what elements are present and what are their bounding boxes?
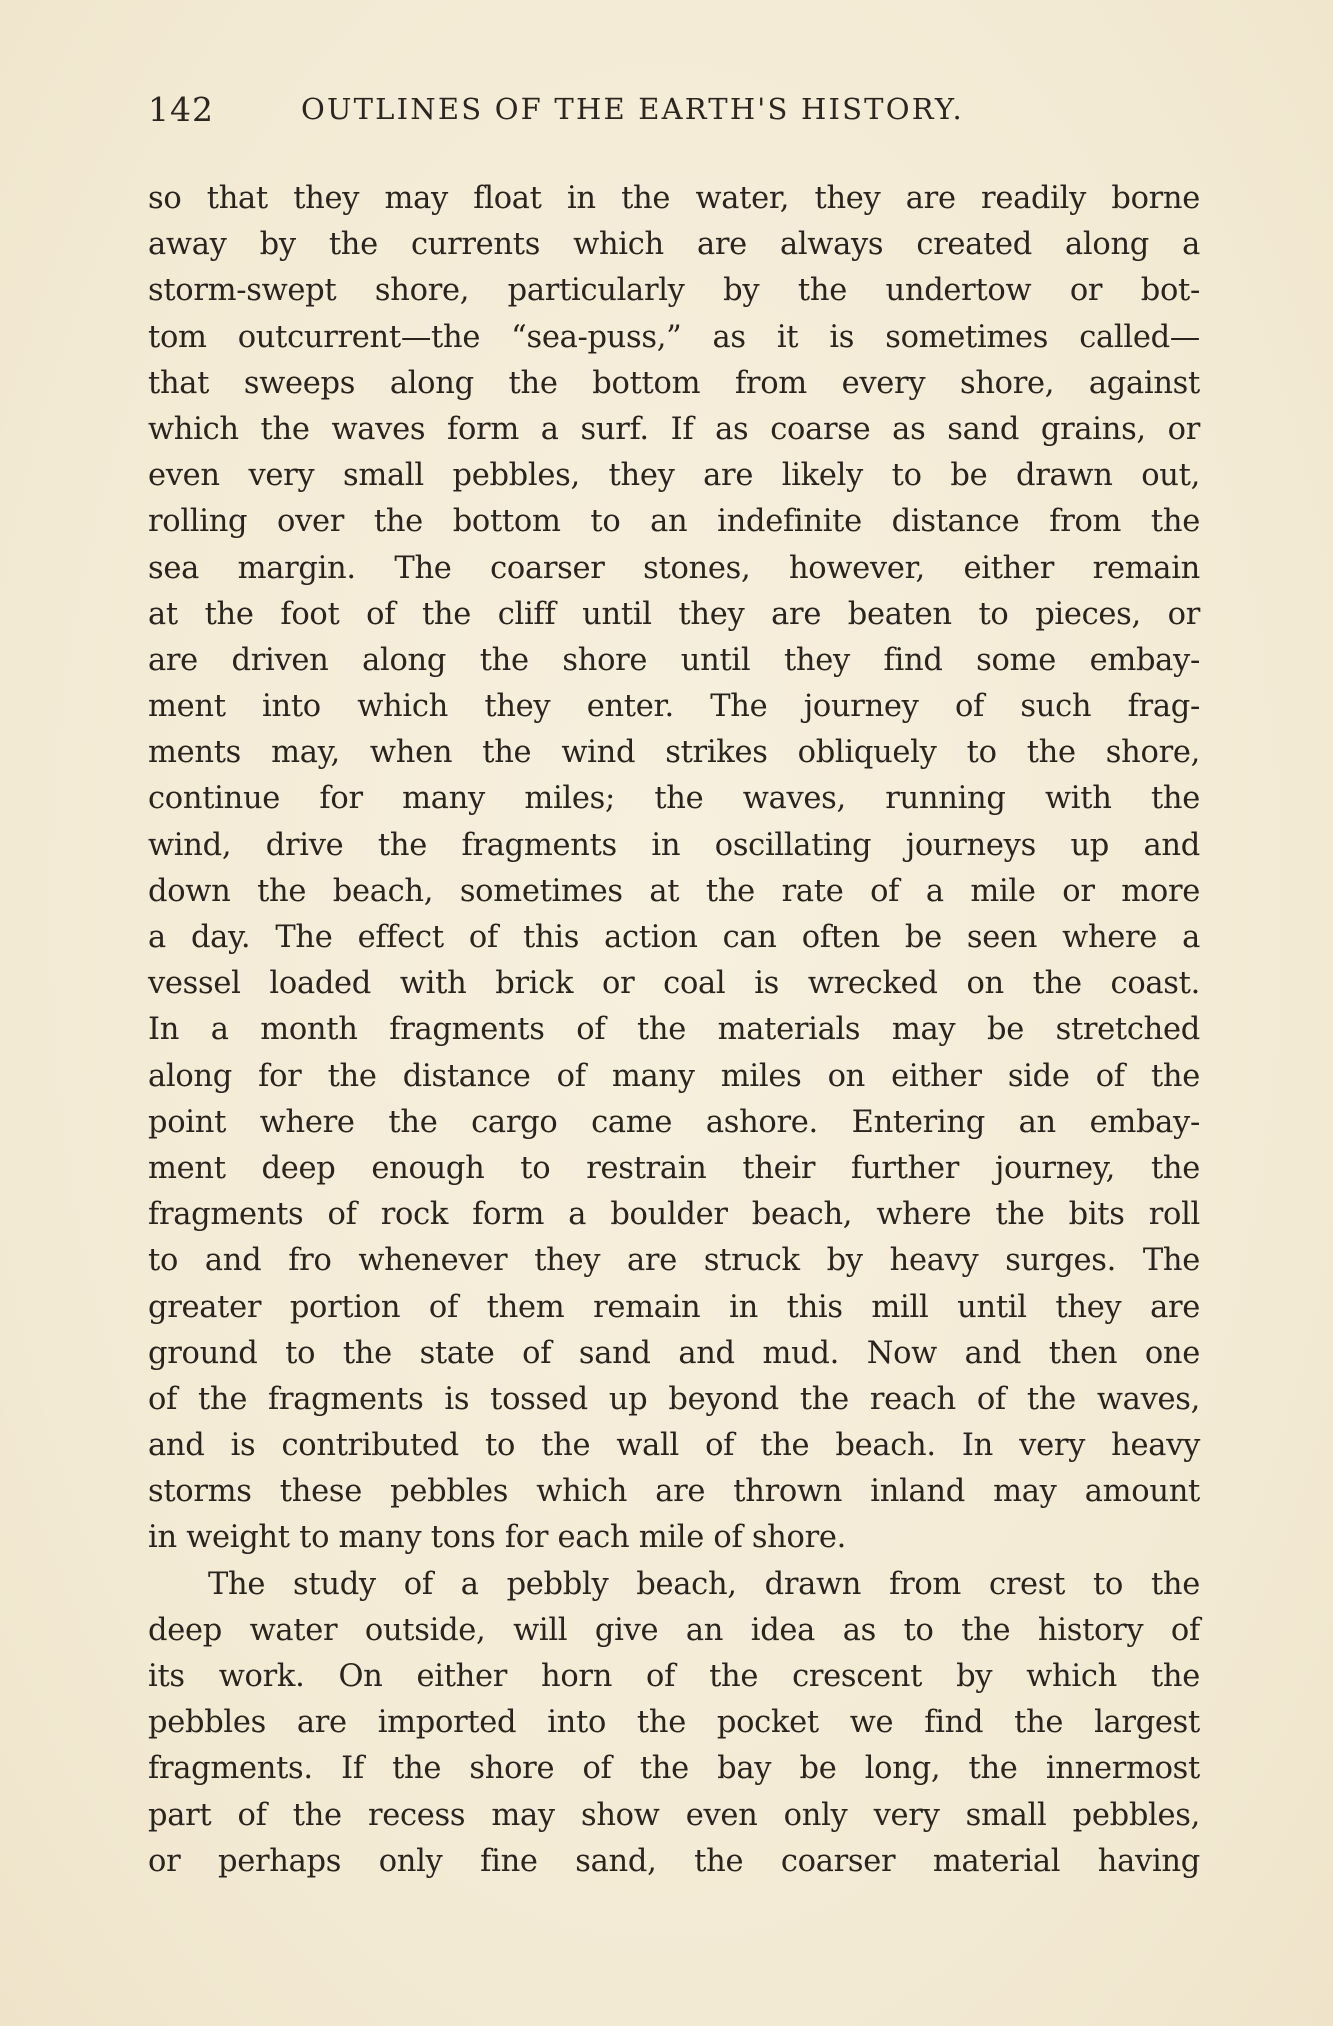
text-line: at the foot of the cliff until they are beaten to pieces, or [148, 596, 1200, 632]
text-line: a day. The effect of this action can often be seen where a [148, 920, 1200, 955]
text-line: or perhaps only fine sand, the coarser material having [148, 1843, 1200, 1879]
text-line: tom outcurrent—the “sea-puss,” as it is sometimes called— [148, 319, 1200, 355]
body-text [148, 176, 1200, 1885]
text-line: fragments of rock form a boulder beach, where the bits roll [148, 1197, 1200, 1233]
text-line: so that they may float in the water, they are readily borne [148, 181, 1200, 216]
text-line: along for the distance of many miles on either side of the [148, 1058, 1200, 1094]
text-line: down the beach, sometimes at the rate of a mile or more [148, 873, 1200, 909]
text-line: part of the recess may show even only very small pebbles, [148, 1797, 1200, 1833]
text-line: that sweeps along the bottom from every shore, against [148, 365, 1200, 401]
text-line: sea margin. The coarser stones, however, either remain [148, 550, 1200, 586]
text-line: The study of a pebbly beach, drawn from crest to the [208, 1566, 1200, 1602]
text-line: of the fragments is tossed up beyond the reach of the waves, [148, 1381, 1200, 1417]
text-line: pebbles are imported into the pocket we find the largest [148, 1705, 1200, 1741]
text-line: fragments. If the shore of the bay be long, the innermost [148, 1751, 1200, 1787]
text-line: storm-swept shore, particularly by the undertow or bot- [148, 273, 1200, 309]
running-title: OUTLINES OF THE EARTH'S HISTORY. [301, 92, 964, 126]
text-line: ments may, when the wind strikes obliquely to the shore, [148, 735, 1200, 771]
text-line: storms these pebbles which are thrown inland may amount [148, 1474, 1200, 1510]
text-line: ment deep enough to restrain their further journey, the [148, 1150, 1200, 1186]
text-line: wind, drive the fragments in oscillating journeys up and [148, 827, 1200, 863]
text-line: and is contributed to the wall of the beach. In very heavy [148, 1428, 1200, 1464]
text-line: vessel loaded with brick or coal is wrecked on the coast. [148, 966, 1200, 1002]
text-line: greater portion of them remain in this mill until they are [148, 1289, 1200, 1325]
page-number: 142 [148, 90, 214, 129]
text-line: to and fro whenever they are struck by heavy surges. The [148, 1243, 1200, 1279]
text-line: away by the currents which are always created along a [148, 227, 1200, 263]
text-line: its work. On either horn of the crescent by which the [148, 1659, 1200, 1694]
running-head [148, 86, 1200, 136]
paragraph-2 [148, 1562, 1200, 1885]
text-line: deep water outside, will give an idea as to the history of [148, 1612, 1200, 1648]
text-line: in weight to many tons for each mile of shore. [148, 1520, 847, 1556]
text-line: which the waves form a surf. If as coarse as sand grains, or [148, 411, 1200, 447]
text-line: ground to the state of sand and mud. Now and then one [148, 1335, 1200, 1371]
text-line: rolling over the bottom to an indefinite distance from the [148, 504, 1200, 540]
text-line: continue for many miles; the waves, running with the [148, 781, 1200, 817]
text-line: are driven along the shore until they find some embay- [148, 642, 1200, 678]
text-line: even very small pebbles, they are likely to be drawn out, [148, 458, 1200, 494]
text-line: ment into which they enter. The journey of such frag- [148, 689, 1200, 725]
paragraph-1 [148, 176, 1200, 1562]
text-line: In a month fragments of the materials may be stretched [148, 1012, 1200, 1048]
text-line: point where the cargo came ashore. Entering an embay- [148, 1104, 1200, 1140]
